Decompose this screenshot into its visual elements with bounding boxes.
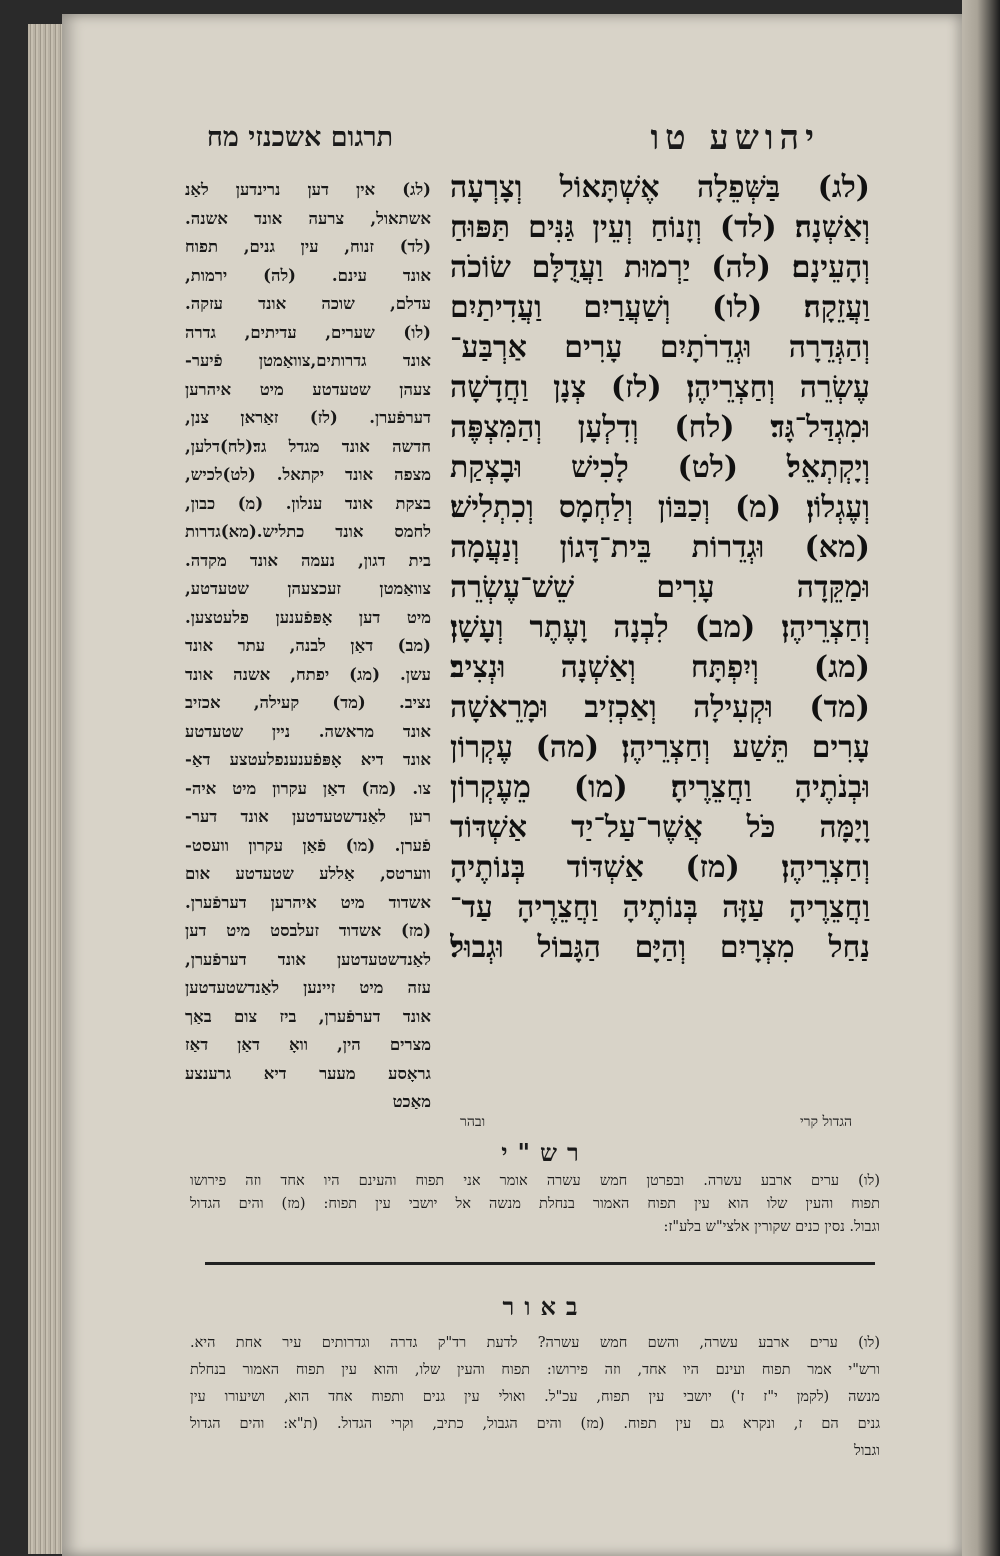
translation-line: (לג) אין דען נרינדען לאַנ [185, 180, 431, 199]
main-text-line: וְחַצְרֵיהֶן׃ (מב) לִבְנָה וָעֶתֶר וְעָשָׁן׃ [450, 610, 870, 645]
main-text-line: וְיָקְתְאֵל׃ (לט) לָכִישׁ וּבָצְקַת [450, 450, 870, 485]
biur-line: (לו) ערים ארבע עשרה, והשם חמש עשרה? לדעת רד"ק גדרה וגדרותים עיר אחת היא. [190, 1335, 880, 1351]
translation-line: (לד) זנוח, עין גנים, תפוח [185, 237, 431, 256]
translation-line: אונד עינם. (לה) ירמות, [185, 265, 431, 285]
main-text-line: נַחַל מִצְרָיִם וְהַיָּם הַגָּבוֹל וּגְבוּל׃ [450, 930, 870, 965]
section-divider [205, 1262, 875, 1265]
translation-line: בית דגון, נעמה אונד מקדה. [185, 550, 431, 570]
book-page-edges [28, 24, 66, 1554]
translation-line: אונד גדרותים,צוואַמטן פֿיער- [185, 351, 431, 370]
main-text-line: (לג) בַּשְּׁפֵלָה אֶשְׁתָּאוֹל וְצָרְעָה [450, 170, 870, 205]
translation-line: ווערטס, אַללע שטעדטע אום [185, 864, 431, 883]
translation-line: אונד דיא אָפּפֿענענפלעטצע דאַ- [185, 750, 431, 769]
page-header-title: יהושע טו [650, 118, 820, 158]
keri-note-right: הגדול קרי [800, 1114, 853, 1130]
translation-line: צוואַמטן זעכצעהן שטעדטע, [185, 579, 431, 598]
translation-line: עזה מיט זיינען לאַנדשטעדטען [185, 978, 431, 997]
translation-line: לאַנדשטעדטען אונד דערפֿערן, [185, 949, 431, 969]
binding-edge [962, 0, 1000, 1556]
main-text-line: (מג) וְיִפְתָּח וְאַשְׁנָה וּנְצִיב׃ [450, 650, 870, 685]
main-text-line: וְהָעֵינָם׃ (לה) יַרְמוּת וַעֲדֻלָּם שׂוֹכֹה [450, 250, 870, 285]
translation-line: דערפֿערן. (לז) זאַראן צנן, [185, 408, 431, 427]
biur-line: גנים הם ז, ונקרא גם עין תפוח. (מז) והים הגבול, כתיב, וקרי הגדול. (ת"א: והים הגדול [190, 1416, 880, 1432]
rashi-line: (לו) ערים ארבע עשרה. ובפרטן חמש עשרה אומר אני תפוח והעינם היו אחד וזה פירושו [190, 1173, 880, 1189]
main-text-line: וַחֲצֵרֶיהָ עַזָּה בְּנוֹתֶיהָ וַחֲצֵרֶיהָ עַד־ [450, 890, 870, 925]
main-text-line: (מד) וּקְעִילָה וְאַכְזִיב וּמָרֵאשָׁה [450, 690, 870, 725]
main-text-line: (מא) וּגְדֵרוֹת בֵּית־דָּגוֹן וְנַעֲמָה [450, 530, 870, 565]
translation-line: לחמס אונד כתליש.(מא)גדרות [185, 522, 431, 541]
translation-header: תרגום אשכנזי מח [206, 122, 394, 153]
biur-commentary [190, 1330, 880, 1465]
main-text-line: וְחַצְרֵיהֶן׃ (מז) אַשְׁדּוֹד בְּנוֹתֶיהָ [450, 850, 870, 885]
translation-line: גראָסע מעער דיא גרענצע [185, 1063, 431, 1083]
translation-line: רען לאַנדשטעדטען אונד דער- [185, 807, 431, 826]
translation-line: עדלם, שוכה אונד עזקה. [185, 294, 431, 313]
main-text-line: וּמַקֵּדָה עָרִים שֵׁשׁ־עֶשְׂרֵה [450, 570, 870, 605]
rashi-commentary [190, 1170, 880, 1239]
translation-line: מאַכט [392, 1092, 431, 1111]
biur-line: מנשה (לקמן י"ז ז') יושבי עין תפוח, עכ"ל. ואולי עין גנים ותפוח אחד הוא, ושיעורו עין [190, 1389, 880, 1405]
translation-line: נציב. (מד) קעילה, אכזיב [185, 693, 431, 712]
keri-note-left: ובהר [460, 1114, 486, 1130]
main-text-line: וְהַגְּדֵרָה וּגְדֵרֹתָיִם עָרִים אַרְבַּע־ [450, 330, 870, 365]
biur-line: ורש"י אמר תפוח ועינם היו אחד, וזה פירושו: תפוח והעין שלו, והוא עין תפוח האמור בנחלת [190, 1362, 880, 1378]
translation-line: מצפה אונד יקתאל. (לט)לכיש, [185, 465, 431, 484]
translation-line: אשתאול, צרעה אונד אשנה. [185, 208, 431, 228]
translation-line: פֿערן. (מו) פֿאַן עקרון וועסט- [185, 835, 431, 855]
main-text-line: עָרִים תֵּשַׁע וְחַצְרֵיהֶן׃ (מה) עֶקְרוֹן [450, 730, 870, 765]
translation-line: צעהן שטעדטע מיט איהרען [185, 379, 431, 399]
german-translation-column [185, 176, 431, 1117]
translation-line: בצקת אונד ענלון. (מ) כבון, [185, 493, 431, 513]
main-text-line: וַעֲזֵקָה׃ (לו) וְשַׁעֲרַיִם וַעֲדִיתַיִם [450, 290, 870, 325]
translation-line: חדשה אונד מגדל גד׃(לח)דלען, [185, 436, 431, 456]
main-text-line: וָיָמָּה כֹּל אֲשֶׁר־עַל־יַד אַשְׁדּוֹד [450, 810, 870, 845]
rashi-line: וגבול. נסין כנים שקורין אלצי"ש בלע"ז: [663, 1219, 880, 1235]
translation-line: (לו) שערים, עדיתים, גדרה [185, 322, 431, 342]
translation-line: עשן. (מג) יפתח, אשנה אונד [185, 664, 431, 684]
rashi-heading: רש"י [501, 1138, 589, 1167]
main-text-line: וְאַשְׁנָה׃ (לד) וְזָנוֹחַ וְעֵין גַּנִּים תַּפּוּחַ [450, 210, 870, 245]
translation-line: (מב) דאַן לבנה, עתר אונד [185, 636, 431, 655]
main-text-line: עֶשְׂרֵה וְחַצְרֵיהֶן׃ (לז) צְנָן וַחֲדָשָׁה [450, 370, 870, 405]
main-text-line: וְעֶגְלוֹן׃ (מ) וְכַבּוֹן וְלַחְמָס וְכִתְלִישׁ׃ [450, 490, 870, 525]
translation-line: אונד דערפֿערן, ביז צום באַך [185, 1006, 431, 1026]
translation-line: מיט דען אָפּפֿענען פלעטצען. [185, 607, 431, 627]
main-text-line: וּבְנֹתֶיהָ וַחֲצֵרֶיהָ׃ (מו) מֵעֶקְרוֹן [450, 770, 870, 805]
translation-line: מצרים הין, וואָ דאַן דאַז [185, 1035, 431, 1054]
biur-heading: באור [502, 1292, 588, 1321]
translation-line: (מז) אשדוד זעלבסט מיט דען [185, 921, 431, 940]
translation-line: אונד מראשה. ניין שטעדטע [185, 721, 431, 741]
rashi-line: תפוח והעין שלו הוא עין תפוח האמור בנחלת מנשה אל יושבי עין תפוח: (מז) והים הגדול [190, 1196, 880, 1212]
translation-line: צו. (מה) דאַן עקרון מיט איה- [185, 778, 431, 798]
hebrew-main-text [450, 168, 870, 968]
translation-line: אשדוד מיט איהרען דערפֿערן. [185, 892, 431, 912]
biur-line: וגבול [854, 1443, 880, 1459]
main-text-line: וּמִגְדַּל־גָּד׃ (לח) וְדִלְעָן וְהַמִּצְפֶּה [450, 410, 870, 445]
